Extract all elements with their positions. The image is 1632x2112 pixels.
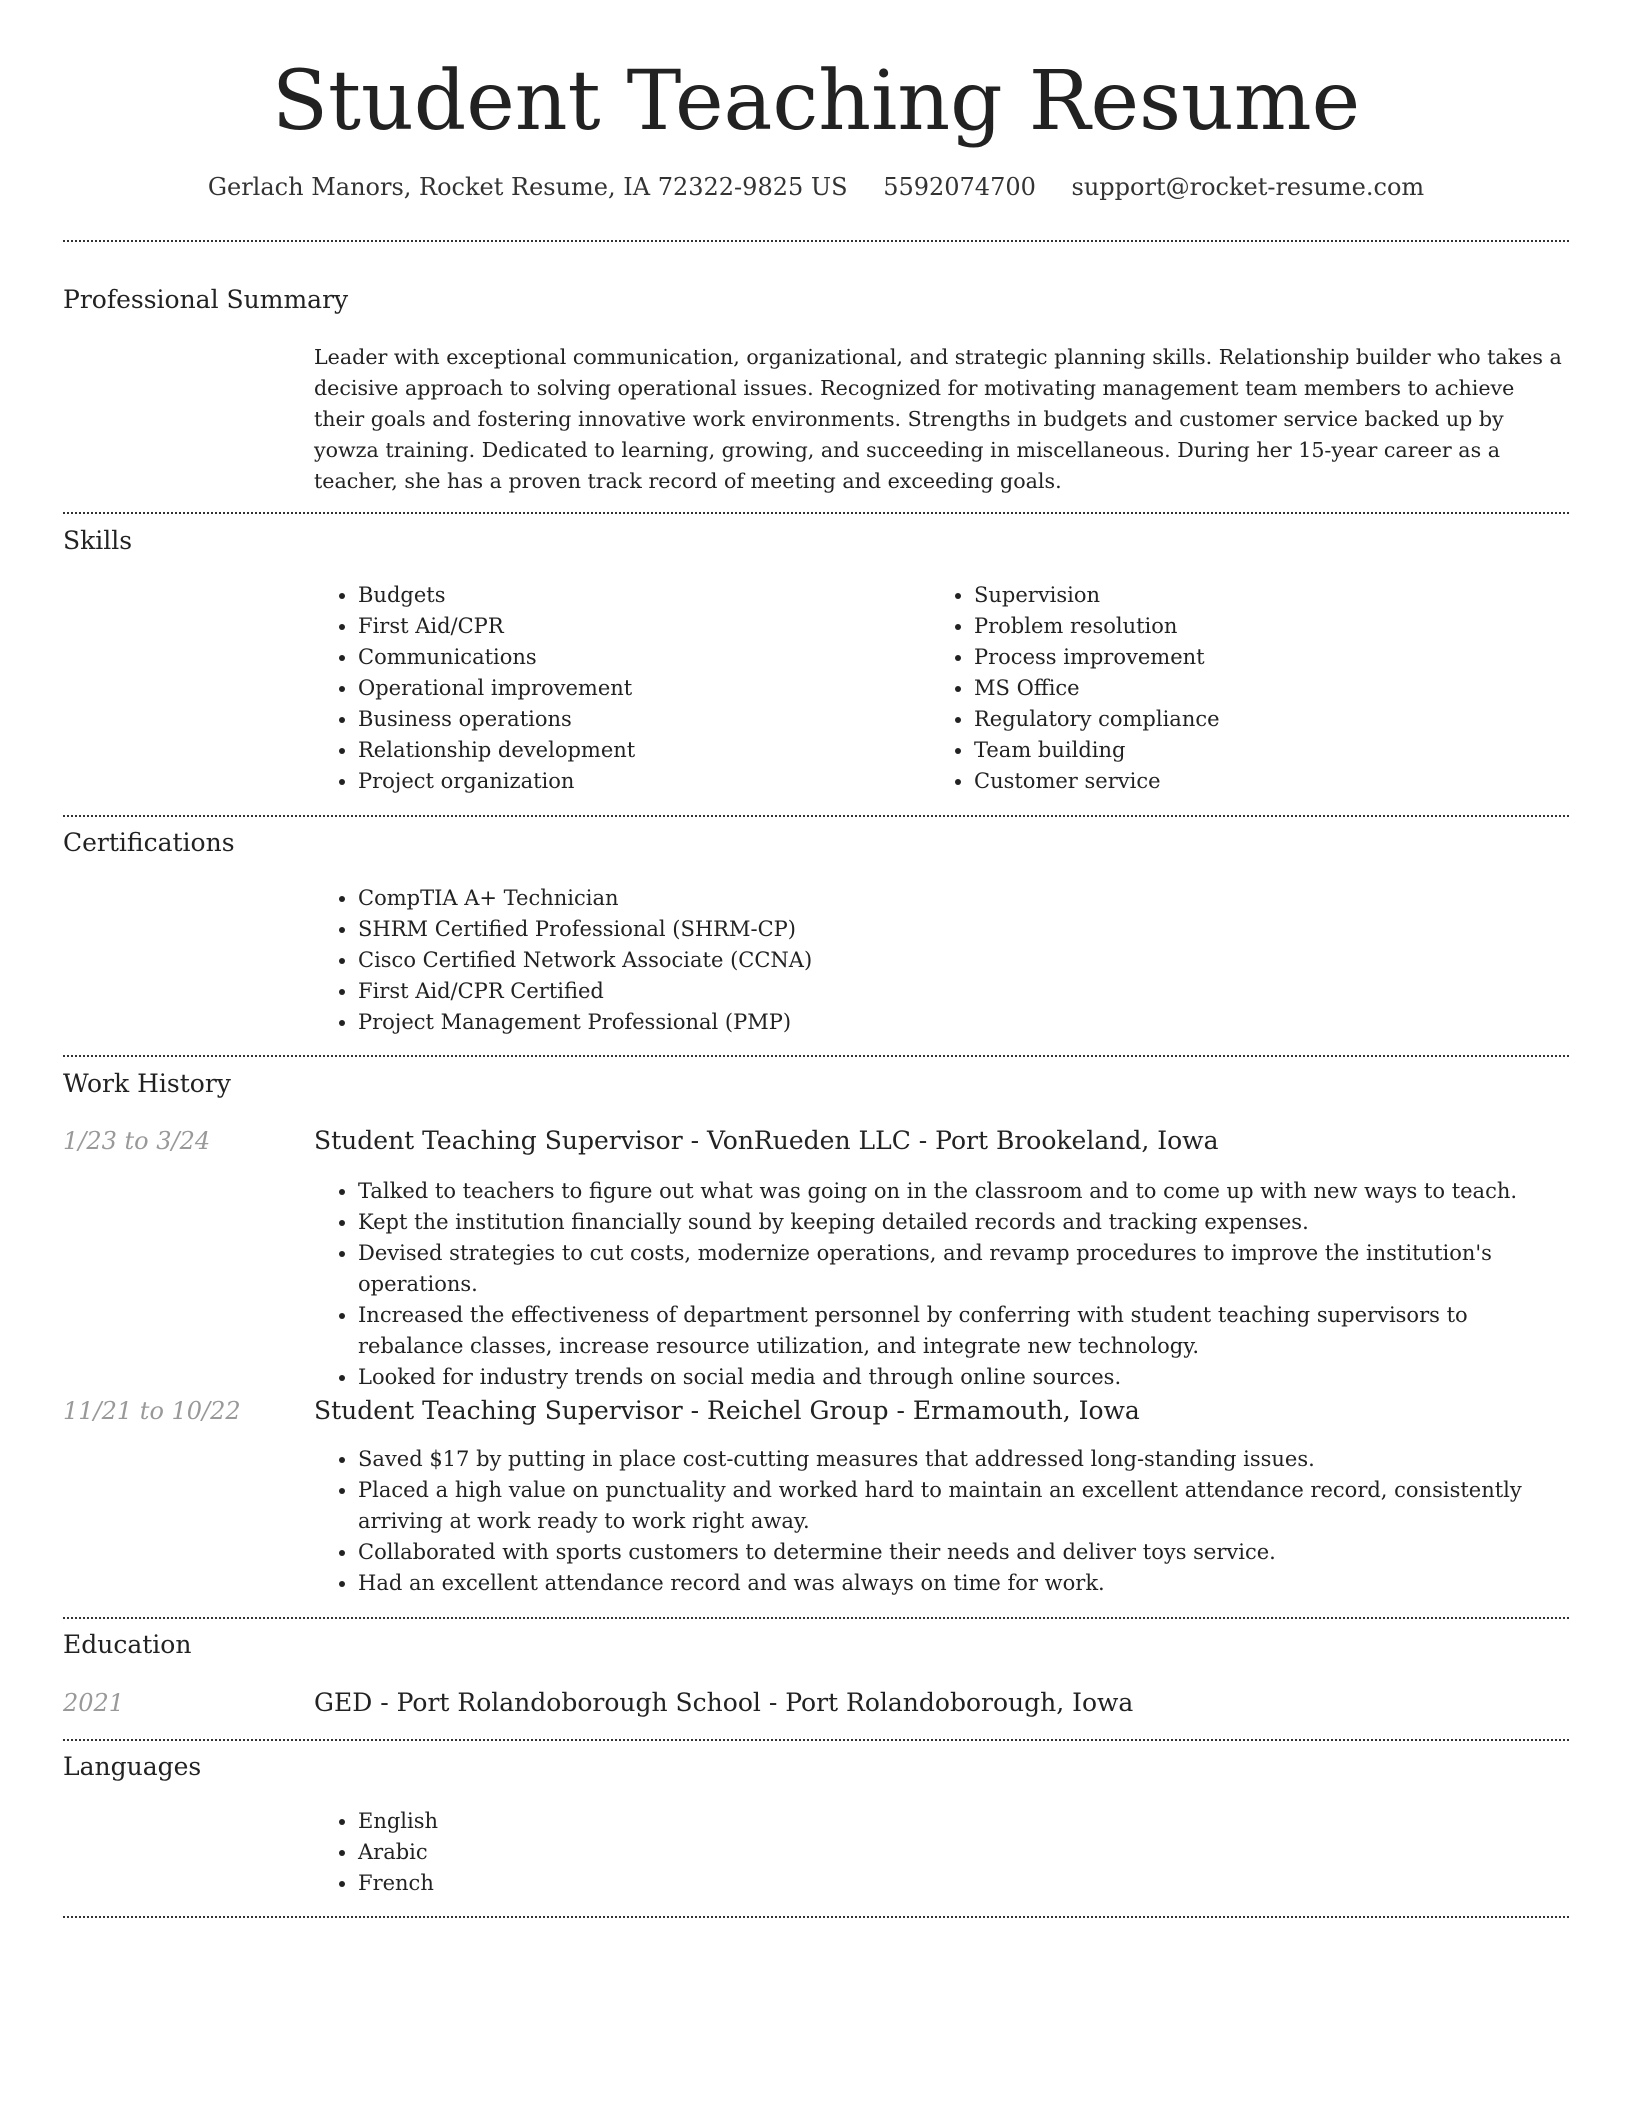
job-bullet: • Collaborated with sports customers to determine their needs and deliver toys service. [358,1537,1569,1568]
section-divider [63,1916,1569,1918]
job-bullets [314,1444,1569,1599]
job-title: Student Teaching Supervisor - Reichel Group - Ermamouth, Iowa [314,1396,1140,1425]
skill-item: • Problem resolution [974,611,1574,642]
job-bullet: • Devised strategies to cut costs, modernize operations, and revamp procedures to improve the institution's operations. [358,1238,1569,1300]
languages-list [314,1806,1569,1899]
certifications-heading: Certifications [63,828,235,857]
job-bullet: • Talked to teachers to figure out what was going on in the classroom and to come up with new ways to teach. [358,1176,1569,1207]
skill-item: • Process improvement [974,642,1574,673]
contact-phone: 5592074700 [883,173,1036,201]
languages-heading: Languages [63,1752,202,1781]
section-divider [63,815,1569,817]
job-bullet: • Increased the effectiveness of department personnel by conferring with student teaching supervisors to rebalance classes, increase resource utilization, and integrate new technology. [358,1300,1569,1362]
job-bullet: • Had an excellent attendance record and was always on time for work. [358,1568,1569,1599]
contact-email: support@rocket-resume.com [1071,173,1425,201]
job-bullet: • Kept the institution financially sound by keeping detailed records and tracking expenses. [358,1207,1569,1238]
section-divider [63,1055,1569,1057]
skill-item: • First Aid/CPR [358,611,918,642]
skill-item: • Relationship development [358,735,918,766]
section-divider [63,240,1569,242]
job-bullets [314,1176,1569,1393]
certification-item: • First Aid/CPR Certified [358,976,1569,1007]
job-dates: 11/21 to 10/22 [63,1397,241,1425]
skill-item: • Communications [358,642,918,673]
section-divider [63,1739,1569,1741]
certification-item: • CompTIA A+ Technician [358,883,1569,914]
skill-item: • Project organization [358,766,918,797]
skill-item: • Team building [974,735,1574,766]
skills-list-left [314,580,918,797]
language-item: • French [358,1868,1569,1899]
skill-item: • Budgets [358,580,918,611]
education-entry: GED - Port Rolandoborough School - Port Rolandoborough, Iowa [314,1688,1134,1717]
skill-item: • Operational improvement [358,673,918,704]
skills-heading: Skills [63,526,133,555]
job-title: Student Teaching Supervisor - VonRueden LLC - Port Brookeland, Iowa [314,1126,1219,1155]
language-item: • Arabic [358,1837,1569,1868]
language-item: • English [358,1806,1569,1837]
section-divider [63,1617,1569,1619]
education-heading: Education [63,1630,192,1659]
certification-item: • Project Management Professional (PMP) [358,1007,1569,1038]
certification-item: • SHRM Certified Professional (SHRM-CP) [358,914,1569,945]
skill-item: • Business operations [358,704,918,735]
skill-item: • Regulatory compliance [974,704,1574,735]
skill-item: • MS Office [974,673,1574,704]
summary-heading: Professional Summary [63,285,349,314]
job-dates: 1/23 to 3/24 [63,1127,211,1155]
contact-address: Gerlach Manors, Rocket Resume, IA 72322-9825 US [207,173,848,201]
skills-list-right [930,580,1574,797]
resume-title: Student Teaching Resume [271,54,1361,149]
education-year: 2021 [63,1689,125,1717]
summary-text: Leader with exceptional communication, organizational, and strategic planning skills. Relationship builder who takes a decisive approach to solving operational issues. Recognized for motivating management team members to achieve their goals and fostering innovative work environments. Strengths in budgets and customer service backed up by yowza training. Dedicated to learning, growing, and succeeding in miscellaneous. During her 15-year career as a teacher, she has a proven track record of meeting and exceeding goals. [314,345,1562,493]
skill-item: • Customer service [974,766,1574,797]
skill-item: • Supervision [974,580,1574,611]
job-bullet: • Placed a high value on punctuality and worked hard to maintain an excellent attendance record, consistently arriving at work ready to work right away. [358,1475,1569,1537]
certification-item: • Cisco Certified Network Associate (CCNA) [358,945,1569,976]
contact-line [0,170,1632,204]
job-bullet: • Saved $17 by putting in place cost-cutting measures that addressed long-standing issues. [358,1444,1569,1475]
job-bullet: • Looked for industry trends on social media and through online sources. [358,1362,1569,1393]
section-divider [63,512,1569,514]
work-history-heading: Work History [63,1069,231,1098]
certifications-list [314,883,1569,1038]
